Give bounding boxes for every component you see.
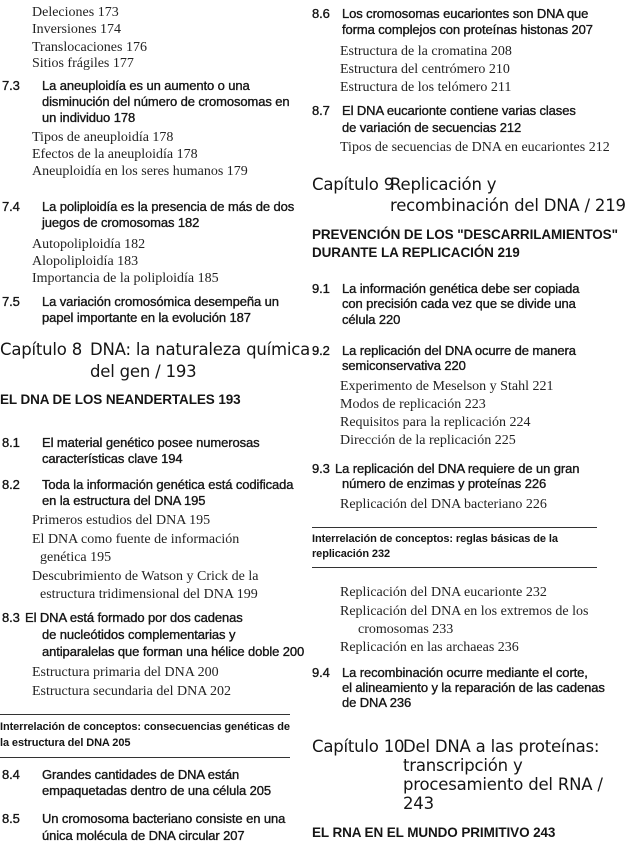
chapter-title: DNA: la naturaleza química [90, 339, 311, 359]
chapter-title: procesamiento del RNA / [403, 774, 603, 794]
concepts-box-title: Interrelación de conceptos: reglas básicas de la [312, 533, 558, 545]
section-number: 7.5 [2, 293, 20, 309]
chapter-title: 243 [403, 793, 434, 813]
section-title: Grandes cantidades de DNA están [42, 766, 240, 782]
toc-subtopic: Sitios frágiles 177 [32, 56, 134, 71]
chapter-title: del gen / 193 [90, 361, 197, 381]
toc-subtopic: estructura tridimensional del DNA 199 [40, 587, 258, 602]
toc-subtopic: Replicación en las archaeas 236 [340, 640, 519, 655]
toc-subtopic: Alopoliploidía 183 [32, 254, 139, 269]
toc-subtopic: Importancia de la poliploidía 185 [32, 271, 219, 286]
concepts-box-title: replicación 232 [312, 548, 390, 560]
section-title: forma complejos con proteínas histonas 207 [342, 21, 593, 37]
toc-subtopic: Estructura secundaria del DNA 202 [32, 684, 232, 699]
section-title: disminución del número de cromosomas en [42, 93, 290, 109]
section-title: El material genético posee numerosas [42, 434, 260, 450]
divider-rule [0, 757, 290, 758]
toc-subtopic: Aneuploidía en los seres humanos 179 [32, 164, 248, 179]
section-title: La replicación del DNA requiere de un gran [335, 460, 580, 476]
section-title: un individuo 178 [42, 109, 136, 125]
chapter-title: Replicación y [390, 174, 497, 194]
section-number: 8.2 [2, 476, 20, 492]
toc-subtopic: Tipos de secuencias de DNA en eucariontes 212 [340, 140, 610, 155]
chapter-label: Capítulo 9 [312, 174, 395, 194]
section-title: número de enzimas y proteínas 226 [342, 475, 547, 491]
section-title: Un cromosoma bacteriano consiste en una [42, 810, 286, 826]
section-title: La replicación del DNA ocurre de manera [342, 342, 576, 358]
section-number: 9.3 [312, 460, 330, 476]
chapter-opener: DURANTE LA REPLICACIÓN 219 [312, 245, 520, 260]
section-title: con precisión cada vez que se divide una [342, 295, 576, 311]
toc-subtopic: Estructura de los telómero 211 [340, 80, 512, 95]
toc-subtopic: Replicación del DNA eucarionte 232 [340, 585, 547, 600]
section-title: de nucleótidos complementarias y [42, 626, 236, 642]
divider-rule [312, 567, 597, 568]
section-number: 8.4 [2, 766, 20, 782]
section-title: empaquetadas dentro de una célula 205 [42, 782, 272, 798]
toc-subtopic: Primeros estudios del DNA 195 [32, 513, 211, 528]
toc-subtopic: El DNA como fuente de información [32, 532, 240, 547]
toc-subtopic: Efectos de la aneuploidía 178 [32, 147, 198, 162]
toc-subtopic: Translocaciones 176 [32, 40, 147, 55]
chapter-label: Capítulo 10 [312, 736, 405, 756]
section-title: características clave 194 [42, 450, 183, 466]
chapter-title: transcripción y [403, 755, 523, 775]
section-title: célula 220 [342, 311, 401, 327]
chapter-opener: EL RNA EN EL MUNDO PRIMITIVO 243 [312, 825, 556, 840]
section-title: semiconservativa 220 [342, 357, 466, 373]
toc-subtopic: Dirección de la replicación 225 [340, 433, 516, 448]
chapter-title: recombinación del DNA / 219 [390, 195, 626, 215]
concepts-box-title: la estructura del DNA 205 [0, 737, 131, 749]
section-number: 7.3 [2, 77, 20, 93]
section-title: papel importante en la evolución 187 [42, 309, 251, 325]
section-number: 8.3 [2, 609, 20, 625]
section-title: de DNA 236 [342, 694, 412, 710]
divider-rule [0, 714, 290, 715]
section-title: Los cromosomas eucariontes son DNA que [342, 5, 589, 21]
section-number: 8.5 [2, 810, 20, 826]
divider-rule [312, 527, 597, 528]
toc-subtopic: cromosomas 233 [358, 622, 454, 637]
chapter-label: Capítulo 8 [0, 339, 83, 359]
section-number: 8.6 [312, 5, 330, 21]
section-title: El DNA está formado por dos cadenas [25, 609, 243, 625]
section-title: en la estructura del DNA 195 [42, 492, 206, 508]
chapter-title: Del DNA a las proteínas: [403, 736, 600, 756]
section-title: La información genética debe ser copiada [342, 280, 580, 296]
toc-subtopic: Deleciones 173 [32, 5, 119, 20]
section-title: Toda la información genética está codificada [42, 476, 294, 492]
toc-subtopic: Estructura del centrómero 210 [340, 62, 510, 77]
chapter-opener: EL DNA DE LOS NEANDERTALES 193 [0, 392, 241, 407]
section-title: La recombinación ocurre mediante el corte, [342, 664, 588, 680]
toc-subtopic: Inversiones 174 [32, 22, 122, 37]
section-number: 8.7 [312, 102, 330, 118]
section-title: única molécula de DNA circular 207 [42, 827, 245, 843]
concepts-box-title: Interrelación de conceptos: consecuencias genéticas de [0, 721, 290, 733]
toc-subtopic: Requisitos para la replicación 224 [340, 415, 531, 430]
toc-subtopic: Descubrimiento de Watson y Crick de la [32, 569, 259, 584]
toc-subtopic: Experimento de Meselson y Stahl 221 [340, 379, 554, 394]
toc-subtopic: Replicación del DNA en los extremos de los [340, 604, 589, 619]
section-title: el alineamiento y la reparación de las cadenas [342, 679, 605, 695]
toc-subtopic: Replicación del DNA bacteriano 226 [340, 497, 547, 512]
toc-subtopic: Modos de replicación 223 [340, 397, 486, 412]
section-title: antiparalelas que forman una hélice doble 200 [42, 643, 305, 659]
section-title: juegos de cromosomas 182 [42, 214, 200, 230]
toc-subtopic: Estructura de la cromatina 208 [340, 44, 512, 59]
section-title: La aneuploidía es un aumento o una [42, 77, 250, 93]
toc-subtopic: Estructura primaria del DNA 200 [32, 665, 219, 680]
section-number: 9.1 [312, 280, 330, 296]
section-number: 7.4 [2, 198, 20, 214]
toc-subtopic: genética 195 [40, 550, 112, 565]
section-title: La variación cromosómica desempeña un [42, 293, 279, 309]
toc-subtopic: Autopoliploidía 182 [32, 237, 146, 252]
section-number: 8.1 [2, 434, 20, 450]
section-number: 9.4 [312, 664, 330, 680]
chapter-opener: PREVENCIÓN DE LOS "DESCARRILAMIENTOS" [312, 227, 618, 242]
section-title: de variación de secuencias 212 [342, 119, 522, 135]
section-title: La poliploidía es la presencia de más de dos [42, 198, 295, 214]
section-title: El DNA eucarionte contiene varias clases [342, 102, 576, 118]
toc-subtopic: Tipos de aneuploidía 178 [32, 130, 174, 145]
section-number: 9.2 [312, 342, 330, 358]
